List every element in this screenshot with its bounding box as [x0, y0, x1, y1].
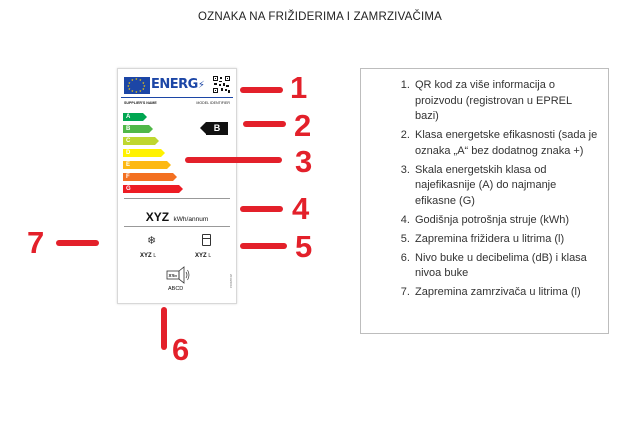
annotation-line-6 — [161, 307, 167, 350]
consumption-unit: kWh/annum — [173, 216, 209, 223]
legend-item: 6. Nivo buke u decibelima (dB) i klasa nivoa buke — [413, 251, 598, 282]
annotation-number-5: 5 — [295, 229, 313, 264]
annotation-number-3: 3 — [295, 144, 313, 179]
supplier-name: SUPPLIER'S NAME — [124, 101, 157, 105]
model-identifier: MODEL IDENTIFIER — [196, 101, 230, 105]
freezer-volume: XYZ L — [140, 253, 157, 259]
speaker-noise-icon — [166, 266, 190, 284]
legend-item: 1. QR kod za više informacija o proizvodu (registrovan u EPREL bazi) — [413, 78, 598, 125]
page-title: OZNAKA NA FRIŽIDERIMA I ZAMRZIVAČIMA — [197, 11, 443, 23]
regulation-number: 2019/2016 — [229, 274, 233, 289]
annotation-number-6: 6 — [172, 332, 190, 367]
fridge-icon — [202, 234, 211, 246]
energy-class-bar-b: B — [123, 125, 149, 133]
legend-item: 5. Zapremina frižidera u litrima (l) — [413, 232, 598, 248]
header-divider — [121, 97, 233, 98]
svg-text:XY: XY — [168, 273, 175, 278]
legend-item: 7. Zapremina zamrzivača u litrima (l) — [413, 285, 598, 301]
annotation-line-3 — [185, 157, 282, 163]
divider — [124, 226, 230, 227]
annotation-line-5 — [240, 243, 287, 249]
svg-text:dB: dB — [173, 274, 178, 278]
consumption-value: XYZ — [145, 210, 170, 224]
legend-list — [361, 69, 608, 301]
label-header — [121, 74, 233, 96]
energy-class-bar-d: D — [123, 149, 161, 157]
divider — [124, 198, 230, 199]
snowflake-icon: ❄ — [147, 235, 157, 247]
legend-box — [360, 68, 609, 334]
annual-consumption — [118, 208, 236, 226]
annotation-number-2: 2 — [294, 108, 312, 143]
supplier-row — [124, 101, 230, 105]
annotation-line-4 — [240, 206, 283, 212]
annotation-number-4: 4 — [292, 191, 310, 226]
energy-label — [117, 68, 237, 304]
fridge-volume: XYZ L — [195, 253, 212, 259]
energy-class-bar-e: E — [123, 161, 167, 169]
energy-class-marker: B — [206, 122, 228, 135]
energy-class-bar-c: C — [123, 137, 155, 145]
qr-code-icon — [213, 76, 230, 93]
energy-class-bar-a: A — [123, 113, 143, 121]
energy-wordmark: ENERG⚡ — [151, 77, 205, 92]
annotation-number-1: 1 — [290, 70, 308, 105]
annotation-number-7: 7 — [27, 225, 45, 260]
noise-class: ABCD — [168, 286, 184, 292]
annotation-line-1 — [240, 87, 283, 93]
energy-class-bar-f: F — [123, 173, 173, 181]
eu-flag-icon: ★ ★ ★ ★ ★ ★ ★ ★ ★ ★ ★ ★ — [124, 77, 150, 94]
legend-item: 4. Godišnja potrošnja struje (kWh) — [413, 213, 598, 229]
legend-item: 2. Klasa energetske efikasnosti (sada je oznaka „A“ bez dodatnog znaka +) — [413, 128, 598, 159]
energy-class-bar-g: G — [123, 185, 179, 193]
annotation-line-7 — [56, 240, 99, 246]
annotation-line-2 — [243, 121, 286, 127]
legend-item: 3. Skala energetskih klasa od najefikasnije (A) do najmanje efikasne (G) — [413, 163, 598, 210]
